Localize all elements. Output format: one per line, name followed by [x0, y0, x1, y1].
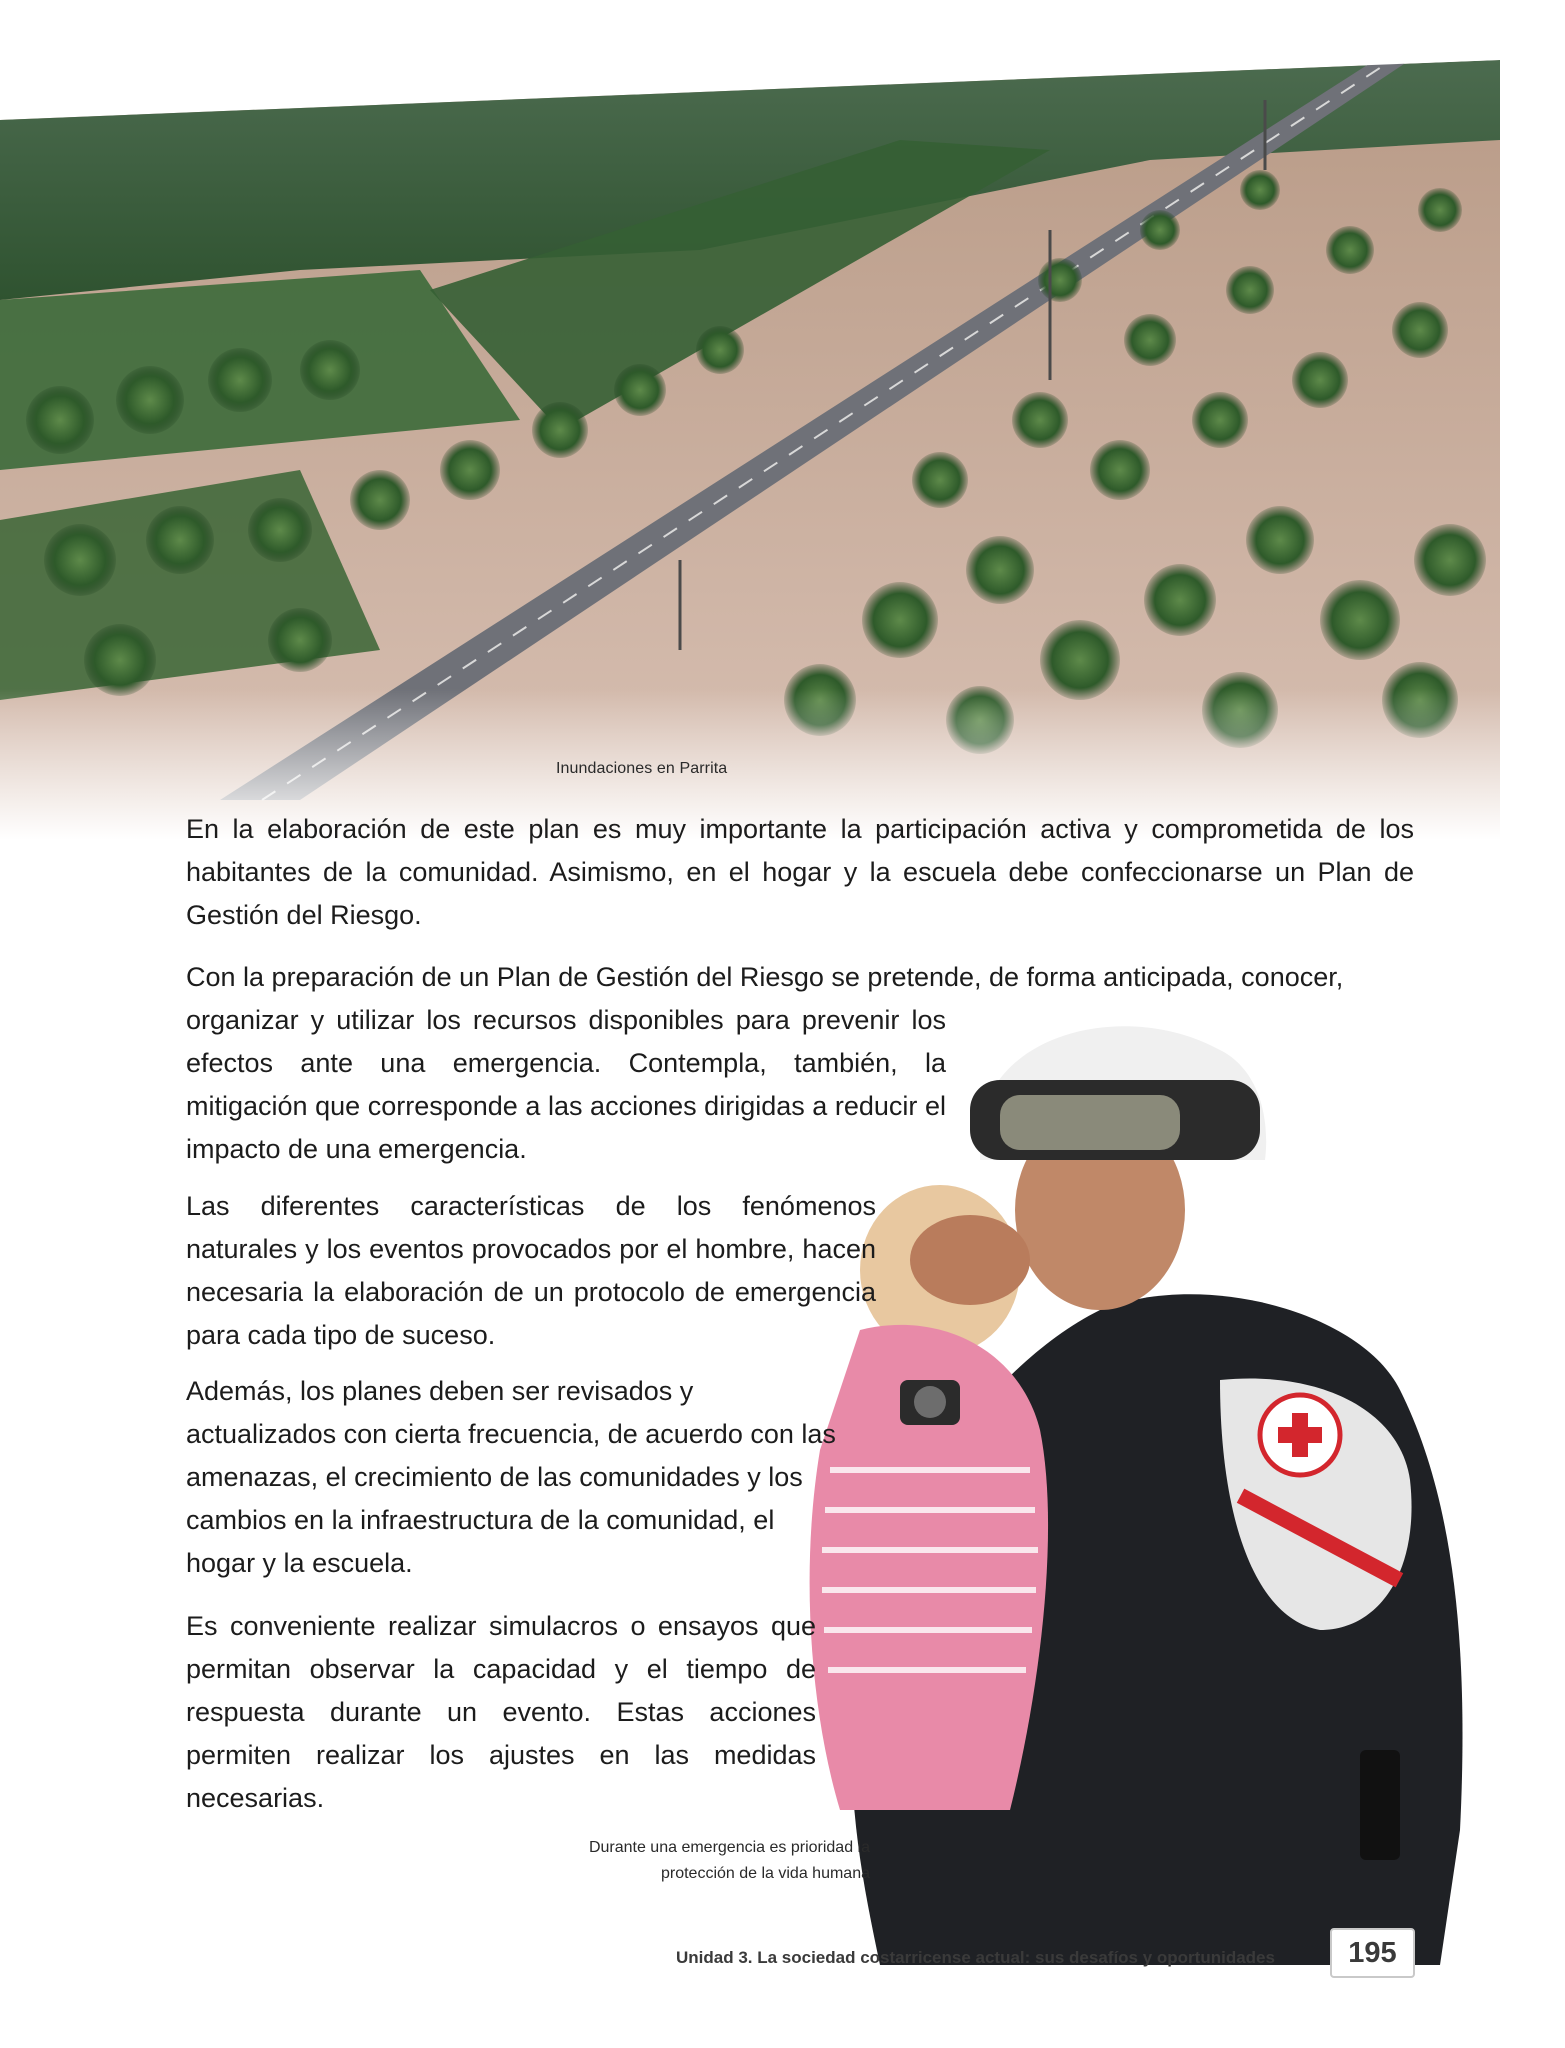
rescuer-caption-line-2: protección de la vida humana [660, 1865, 870, 1882]
rescuer-caption-line-1: Durante una emergencia es prioridad la [588, 1839, 870, 1856]
paragraph-community-participation: En la elaboración de este plan es muy importante la participación activa y comprometida de los habitantes de la comunidad. Asimismo, en el hogar y la escuela debe confeccionarse un Plan de Gestión del Riesgo. [186, 814, 1414, 930]
paragraph-risk-plan-line-1: Con la preparación de un Plan de Gestión del Riesgo se pretende, de forma anticipada, conocer, [186, 962, 1344, 992]
flooded-plantation-photo [0, 0, 1565, 840]
page-number: 195 [1330, 1928, 1415, 1978]
paragraph-protocols: Las diferentes características de los fenómenos naturales y los eventos provocados por el hombre, hacen necesaria la elaboración de un protocolo de emergencia para cada tipo de suceso. [186, 1191, 876, 1350]
top-photo-caption: Inundaciones en Parrita [556, 760, 728, 777]
paragraph-drills: Es conveniente realizar simulacros o ensayos que permitan observar la capacidad y el tiempo de respuesta durante un evento. Estas acciones permiten realizar los ajustes en las medidas necesarias. [186, 1611, 816, 1813]
rescuer-photo-caption [470, 1835, 870, 1887]
footer-unit-title: Unidad 3. La sociedad costarricense actual: sus desafíos y oportunidades [676, 1948, 1275, 1967]
paragraph-plan-updates: Además, los planes deben ser revisados y actualizados con cierta frecuencia, de acuerdo con las amenazas, el crecimiento de las comunidades y los cambios en la infraestructura de la comunidad, el hogar y la escuela. [186, 1376, 836, 1578]
paragraph-risk-plan-rest: organizar y utilizar los recursos disponibles para prevenir los efectos ante una emergencia. Contempla, también, la mitigación que corresponde a las acciones dirigidas a reducir el impacto de una emergencia. [186, 1005, 946, 1164]
